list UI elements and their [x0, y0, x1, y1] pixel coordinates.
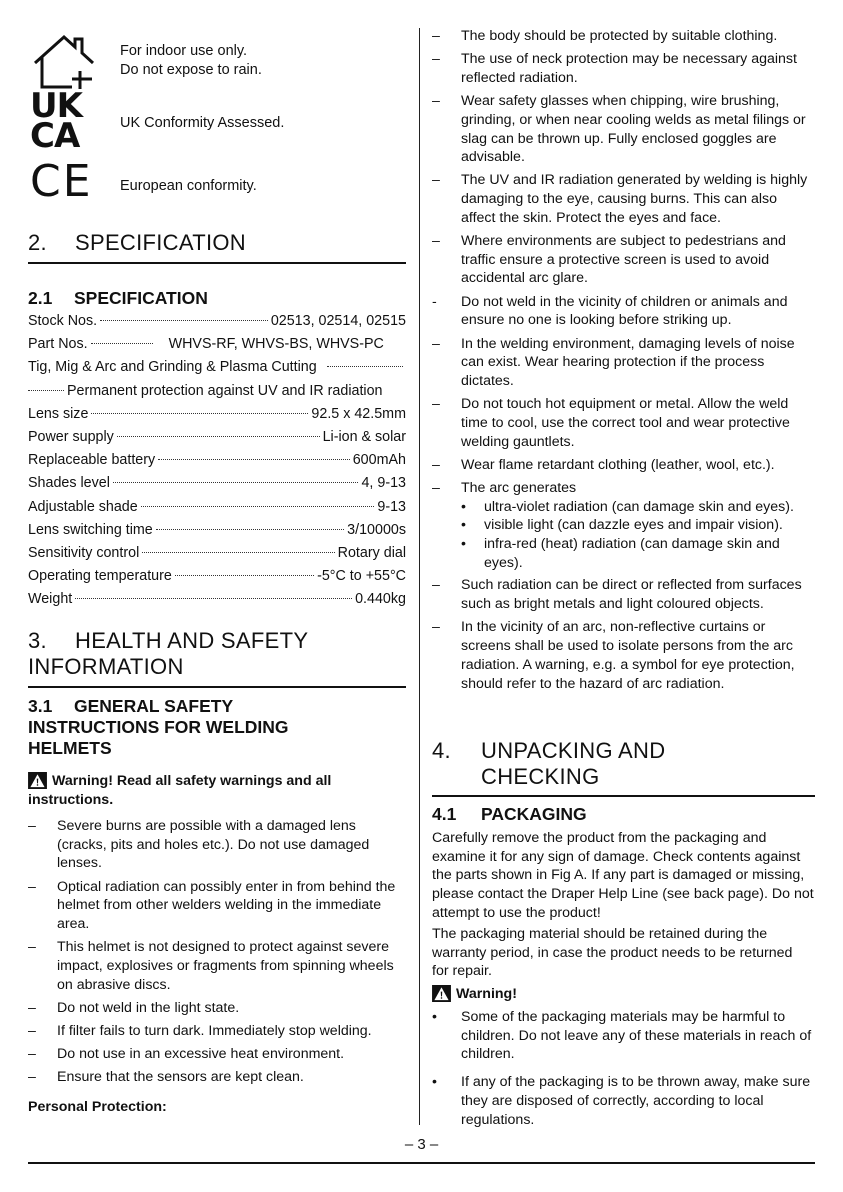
bullet-marker: •: [461, 498, 466, 515]
section-2-rule: [28, 262, 406, 264]
list-item: [432, 335, 815, 391]
leader-dots: [91, 343, 153, 344]
list-item-text: Some of the packaging materials may be harmful to children. Do not leave any of these materials in reach of children.: [461, 1009, 812, 1063]
list-item: [28, 938, 406, 994]
warning-label: Warning!: [456, 986, 517, 1002]
spec-row: [28, 429, 406, 452]
list-item: [28, 817, 406, 873]
list-item-text: Wear flame retardant clothing (leather, wool, etc.).: [461, 456, 775, 473]
page-number: – 3 –: [404, 1136, 439, 1153]
list-item-text: Do not weld in the vicinity of children or animals and ensure no one is looking before striking up.: [461, 293, 788, 329]
section-3-number: 3.: [28, 628, 47, 653]
dash-marker: –: [432, 233, 440, 250]
warning-triangle-icon: [432, 985, 451, 1002]
subsection-3-1-number: 3.1: [28, 696, 53, 716]
list-item: [432, 171, 815, 227]
section-2-number: 2.: [28, 230, 47, 255]
ukca-mark-line-1: UK: [30, 86, 82, 126]
list-item-text: The arc generates: [461, 479, 577, 496]
dash-marker: –: [28, 1069, 36, 1086]
spec-row: [28, 568, 406, 591]
footer-rule: [28, 1162, 815, 1164]
dash-marker: –: [28, 878, 36, 895]
sub-list-item-text: infra-red (heat) radiation (can damage skin and eyes).: [484, 536, 780, 571]
spec-value: 02513, 02514, 02515: [270, 313, 406, 329]
spec-row: [28, 452, 406, 475]
personal-protection-heading: Personal Protection:: [28, 1099, 167, 1115]
list-item-text: Where environments are subject to pedestrians and traffic ensure a protective screen is used to avoid accidental arc glare.: [461, 233, 786, 287]
spec-row: [28, 499, 406, 522]
list-item: [28, 878, 406, 934]
arc-sub-list: [461, 498, 815, 573]
ukca-mark-line-2: CA: [30, 116, 80, 156]
list-item: [432, 232, 815, 288]
spec-row: [28, 545, 406, 568]
indoor-use-icon: [32, 33, 96, 91]
section-4-title-line-2: CHECKING: [481, 764, 600, 789]
spec-table: [28, 313, 406, 614]
spec-value: Permanent protection against UV and IR radiation: [67, 382, 383, 399]
list-item: [432, 576, 815, 613]
dash-marker: –: [432, 335, 440, 352]
ce-mark-icon: CE: [30, 156, 93, 207]
list-item-text: This helmet is not designed to protect against severe impact, explosives or fragments from spinning wheels on abrasive discs.: [57, 939, 394, 993]
subsection-4-1-heading: [432, 804, 587, 825]
warning-text-line-2: instructions.: [28, 791, 114, 808]
column-divider: [419, 28, 420, 1125]
spec-label: Adjustable shade: [28, 498, 138, 515]
leader-dots: [75, 598, 352, 599]
spec-value: 92.5 x 42.5mm: [311, 405, 406, 422]
spec-row: [28, 313, 406, 336]
list-item: [28, 999, 406, 1018]
leader-dots: [113, 482, 359, 483]
dash-marker: –: [28, 818, 36, 834]
spec-row: [28, 336, 406, 359]
leader-dots: [100, 320, 268, 321]
spec-row: [28, 359, 406, 382]
leader-dots: [156, 529, 344, 530]
list-item-text: The body should be protected by suitable clothing.: [461, 28, 778, 44]
list-item-text: The UV and IR radiation generated by welding is highly damaging to the eye, causing burns. This can also affect the skin. Protect the eyes and face.: [461, 172, 808, 226]
list-item-text: Wear safety glasses when chipping, wire brushing, grinding, or when near cooling welds as metal filings or slag can be thrown up. Fully enclosed goggles are advisable.: [461, 93, 806, 166]
dash-marker: –: [432, 396, 440, 413]
spec-label: Weight: [28, 591, 73, 608]
packaging-warning: [432, 985, 517, 1004]
warning-text-line-1: Warning! Read all safety warnings and all: [52, 773, 332, 789]
list-item-text: Ensure that the sensors are kept clean.: [57, 1069, 304, 1086]
list-item: [432, 92, 815, 167]
dash-marker: -: [432, 293, 437, 310]
indoor-line-1: For indoor use only.: [120, 43, 248, 59]
section-2-title: SPECIFICATION: [75, 230, 246, 255]
spec-label: Power supply: [28, 428, 114, 445]
subsection-4-1-number: 4.1: [432, 804, 457, 824]
dash-marker: –: [432, 479, 440, 496]
dash-marker: –: [432, 456, 440, 473]
spec-value: 600mAh: [352, 452, 406, 469]
section-4-number: 4.: [432, 738, 451, 763]
list-item: [432, 479, 815, 573]
packaging-list: [432, 1008, 815, 1134]
list-item-text: If filter fails to turn dark. Immediately stop welding.: [57, 1023, 372, 1040]
section-3-title-line-2: INFORMATION: [28, 654, 184, 679]
spec-value: 4, 9-13: [361, 475, 406, 492]
subsection-3-1-title-line-1: GENERAL SAFETY: [74, 696, 234, 716]
list-item: [432, 1073, 815, 1129]
list-item: [432, 456, 815, 475]
list-item: [432, 50, 815, 87]
subsection-4-1-title: PACKAGING: [481, 804, 587, 824]
sub-list-item: [461, 535, 815, 572]
dash-marker: –: [432, 51, 440, 68]
spec-value: Rotary dial: [337, 544, 406, 561]
dash-marker: –: [432, 577, 440, 594]
spec-label: Lens size: [28, 405, 89, 422]
spec-value: WHVS-RF, WHVS-BS, WHVS-PC: [168, 336, 384, 353]
sub-list-item-text: ultra-violet radiation (can damage skin and eyes).: [484, 498, 794, 515]
dash-marker: –: [28, 1023, 36, 1040]
list-item: [432, 293, 815, 330]
bullet-marker: •: [461, 536, 466, 553]
section-3-rule: [28, 686, 406, 688]
dash-marker: –: [432, 172, 440, 189]
list-item: [28, 1022, 406, 1041]
section-2-heading: [28, 230, 406, 256]
section-4-title-line-1: UNPACKING AND: [481, 738, 666, 763]
leader-dots: [117, 436, 320, 437]
list-item-text: Do not use in an excessive heat environment.: [57, 1046, 345, 1063]
spec-row: [28, 591, 406, 614]
personal-protection-list: [432, 27, 815, 698]
spec-value: 9-13: [377, 498, 406, 515]
warning-triangle-icon: [28, 772, 47, 789]
list-item: [28, 1045, 406, 1064]
section-3-title-line-1: HEALTH AND SAFETY: [75, 628, 309, 653]
spec-value: 0.440kg: [355, 591, 406, 608]
spec-row: [28, 475, 406, 498]
list-item-text: If any of the packaging is to be thrown away, make sure they are disposed of correctly, according to local regulations.: [461, 1074, 811, 1128]
leader-dots: [175, 575, 314, 576]
list-item-text: Do not weld in the light state.: [57, 999, 240, 1016]
leader-dots: [327, 366, 403, 367]
leader-dots: [142, 552, 334, 553]
sub-list-item-text: visible light (can dazzle eyes and impair vision).: [484, 517, 783, 534]
spec-label: Stock Nos.: [28, 313, 98, 329]
leader-dots: [28, 390, 64, 391]
leader-dots: [91, 413, 308, 414]
section-3-heading: [28, 628, 406, 680]
helmet-safety-list: [28, 817, 406, 1092]
list-item-text: In the vicinity of an arc, non-reflective curtains or screens shall be used to isolate persons from the arc radiation. A warning, e.g. a symbol for eye protection, should refer to the hazard of arc radiation.: [461, 619, 795, 692]
list-item-text: The use of neck protection may be necessary against reflected radiation.: [461, 51, 797, 86]
indoor-line-2: Do not expose to rain.: [120, 62, 262, 78]
subsection-2-1-number: 2.1: [28, 288, 53, 308]
subsection-2-1-heading: [28, 288, 208, 309]
spec-label: Lens switching time: [28, 521, 153, 538]
spec-value: 3/10000s: [347, 521, 406, 538]
dash-marker: –: [432, 93, 440, 110]
list-item-text: In the welding environment, damaging levels of noise can exist. Wear hearing protection if the process dictates.: [461, 335, 795, 389]
spec-row: [28, 522, 406, 545]
subsection-2-1-title: SPECIFICATION: [74, 288, 208, 308]
dash-marker: –: [432, 619, 440, 636]
spec-label: Part Nos.: [28, 336, 88, 353]
section-4-rule: [432, 795, 815, 797]
list-item-text: Severe burns are possible with a damaged lens (cracks, pits and holes etc.). Do not use damaged lenses.: [57, 818, 370, 872]
spec-label: Sensitivity control: [28, 544, 140, 561]
list-item: [432, 395, 815, 451]
packaging-paragraph-1: Carefully remove the product from the packaging and examine it for any sign of damage. Check contents against the parts shown in Fig A. If any part is damaged or missing, please contact the Draper Help Line (see back page). Do not attempt to use the product!: [432, 830, 814, 921]
leader-dots: [158, 459, 350, 460]
indoor-text: [120, 42, 262, 80]
spec-label: Operating temperature: [28, 568, 172, 585]
bullet-marker: •: [461, 517, 466, 534]
list-item-text: Such radiation can be direct or reflected from surfaces such as bright metals and light coloured objects.: [461, 577, 802, 613]
ce-text: European conformity.: [120, 178, 257, 194]
list-item: [432, 1008, 815, 1064]
dash-marker: –: [28, 999, 36, 1016]
spec-label: Shades level: [28, 475, 110, 492]
dash-marker: –: [28, 939, 36, 956]
general-warning: [28, 772, 406, 809]
list-item-text: Do not touch hot equipment or metal. Allow the weld time to cool, use the correct tool and wear protective welding gauntlets.: [461, 396, 790, 450]
leader-dots: [141, 506, 375, 507]
subsection-3-1-heading: [28, 696, 289, 759]
ukca-mark-icon: [30, 86, 82, 156]
dash-marker: –: [28, 1046, 36, 1063]
spec-value: -5°C to +55°C: [317, 568, 406, 585]
list-item: [432, 27, 815, 46]
dash-marker: –: [432, 28, 440, 44]
spec-label: Replaceable battery: [28, 452, 156, 469]
sub-list-item: [461, 516, 815, 535]
list-item-text: Optical radiation can possibly enter in from behind the helmet from other welders welding in the immediate area.: [57, 878, 396, 933]
bullet-marker: •: [432, 1074, 437, 1091]
list-item: [28, 1068, 406, 1087]
subsection-3-1-title-line-2: INSTRUCTIONS FOR WELDING: [28, 717, 289, 737]
list-item: [432, 618, 815, 693]
spec-label: Tig, Mig & Arc and Grinding & Plasma Cutting: [28, 359, 317, 376]
spec-row: [28, 383, 406, 406]
spec-value: Li-ion & solar: [322, 428, 406, 445]
bullet-marker: •: [432, 1009, 437, 1025]
sub-list-item: [461, 498, 815, 517]
spec-row: [28, 406, 406, 429]
ukca-text: UK Conformity Assessed.: [120, 115, 285, 131]
section-4-heading: [432, 738, 815, 790]
subsection-3-1-title-line-3: HELMETS: [28, 738, 112, 758]
packaging-paragraph-2: The packaging material should be retained during the warranty period, in case the product needs to be returned for repair.: [432, 926, 793, 980]
